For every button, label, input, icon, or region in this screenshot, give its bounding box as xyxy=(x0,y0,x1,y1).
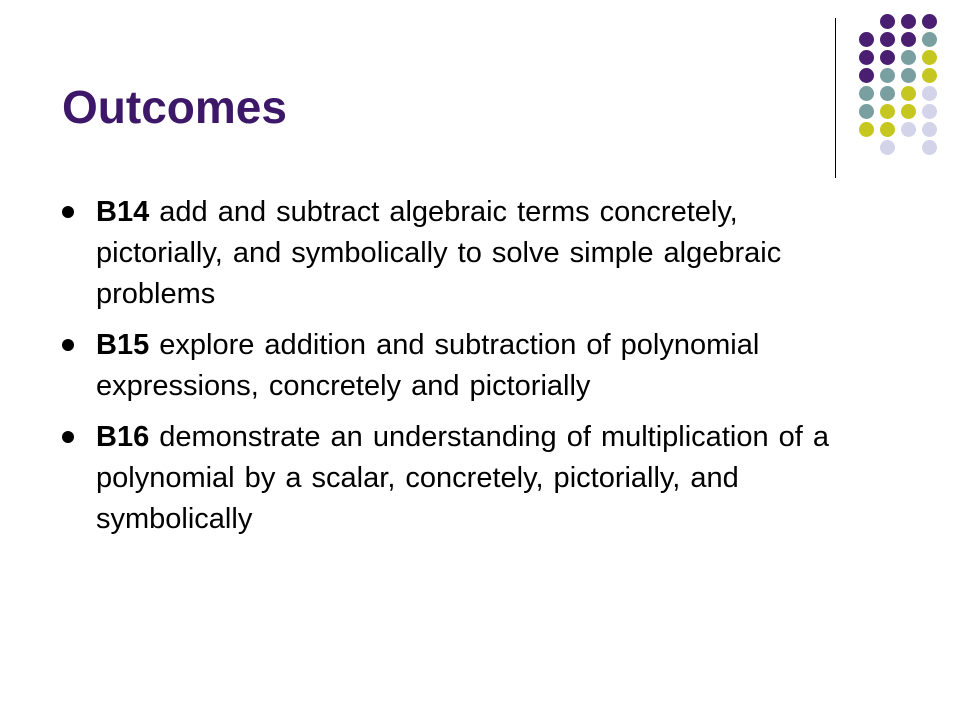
decorative-dot xyxy=(901,68,916,83)
decorative-dot xyxy=(901,104,916,119)
outcome-code: B14 xyxy=(96,196,150,228)
decorative-dot xyxy=(859,104,874,119)
decorative-dot xyxy=(859,86,874,101)
decorative-dot xyxy=(880,86,895,101)
decorative-dot xyxy=(880,14,895,29)
decorative-dot xyxy=(859,122,874,137)
bullet-dot-icon xyxy=(62,339,74,351)
decorative-dot xyxy=(922,104,937,119)
decorative-dot xyxy=(922,122,937,137)
decorative-dot xyxy=(880,122,895,137)
outcomes-list xyxy=(62,192,842,550)
vertical-divider xyxy=(835,18,836,178)
decorative-dot xyxy=(922,14,937,29)
decorative-dot xyxy=(922,140,937,155)
list-item xyxy=(62,417,842,540)
decorative-dot xyxy=(922,86,937,101)
decorative-dot xyxy=(859,68,874,83)
decorative-dot xyxy=(922,50,937,65)
bullet-dot-icon xyxy=(62,206,74,218)
bullet-text xyxy=(96,417,842,540)
bullet-text xyxy=(96,325,842,407)
bullet-dot-icon xyxy=(62,431,74,443)
decorative-dot xyxy=(922,68,937,83)
decorative-dot xyxy=(859,32,874,47)
list-item xyxy=(62,192,842,315)
outcome-code: B15 xyxy=(96,329,150,361)
decorative-dot xyxy=(880,32,895,47)
decorative-dot xyxy=(880,140,895,155)
decorative-dot xyxy=(901,32,916,47)
decorative-dot xyxy=(901,86,916,101)
decorative-dot xyxy=(880,50,895,65)
outcome-description: add and subtract algebraic terms concretely, pictorially, and symbolically to solve simple algebraic problems xyxy=(96,196,782,310)
decorative-dot xyxy=(922,32,937,47)
decorative-dot xyxy=(859,50,874,65)
outcome-description: explore addition and subtraction of polynomial expressions, concretely and pictorially xyxy=(96,329,760,402)
decorative-dot xyxy=(880,104,895,119)
decorative-dot xyxy=(880,68,895,83)
decorative-dot xyxy=(901,50,916,65)
outcome-description: demonstrate an understanding of multiplication of a polynomial by a scalar, concretely, pictorially, and symbolically xyxy=(96,421,829,535)
list-item xyxy=(62,325,842,407)
slide-title: Outcomes xyxy=(62,81,287,133)
decorative-dot xyxy=(901,14,916,29)
decorative-dot xyxy=(901,122,916,137)
bullet-text xyxy=(96,192,842,315)
outcome-code: B16 xyxy=(96,421,150,453)
